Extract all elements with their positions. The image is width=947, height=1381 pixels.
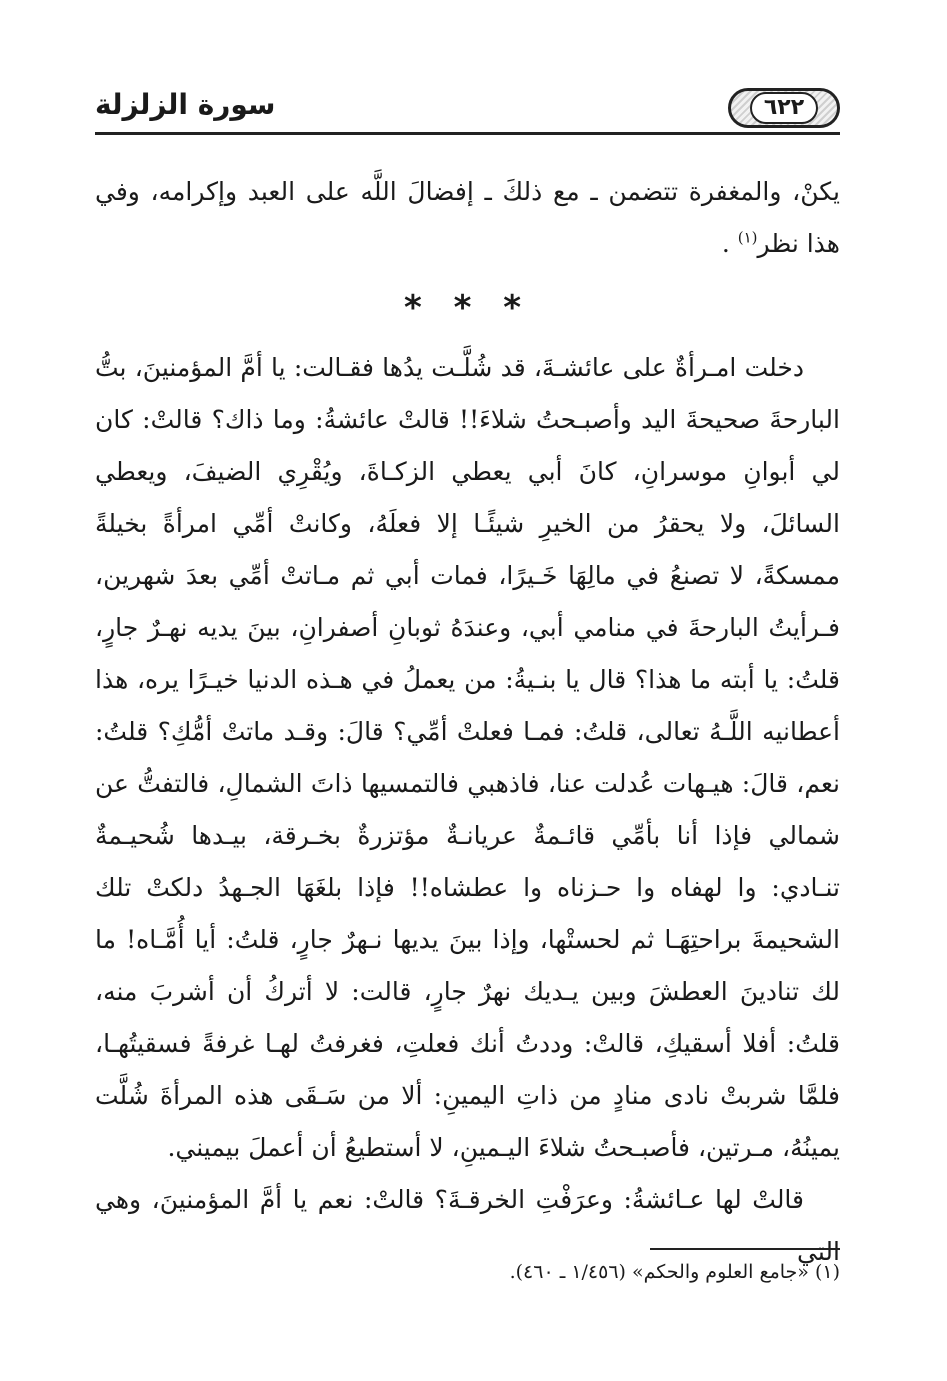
continuation-paragraph: قالتْ لها عـائشةُ: وعرَفْتِ الخرقـةَ؟ قالتْ: نعم يا أمَّ المؤمنينَ، وهي التي [95,1185,840,1266]
section-separator: * * * [403,288,531,328]
footnote: (١) «جامع العلوم والحكم» (١/٤٥٦ ـ ٤٦٠). [509,1261,840,1283]
surah-title: سورة الزلزلة [95,88,276,121]
intro-end: . [721,229,738,258]
story-paragraph: دخلت امـرأةٌ على عائشـةَ، قد شُلَّـت يدُها فقـالت: يا أمَّ المؤمنينَ، بتُّ البارحةَ صحيحةَ اليد وأصبـحتُ شلاءَ!! قالتْ عائشةُ: وما ذاك؟ قالتْ: كان لي أبوانِ موسرانِ، كانَ أبي يعطي الزكـاةَ، ويُقْرِي الضيفَ، ويعطي السائلَ، ولا يحقرُ من الخيرِ شيئًـا إلا فعلَهُ، وكانتْ أمِّي امرأةً بخيلةً ممسكةً، لا تصنعُ في مالِهَا خَـيرًا، فمات أبي ثم مـاتتْ أمِّي بعدَ شهرين، فـرأيتُ البارحةَ في منامي أبي، وعندَهُ ثوبانِ أصفرانِ، بينَ يديه نهـرٌ جارٍ، قلتُ: يا أبته ما هذا؟ قال يا بنـيةُ: من يعملُ في هـذه الدنيا خيـرًا يره، هذا أعطانيه اللَّـهُ تعالى، قلتُ: فمـا فعلتْ أمِّي؟ قالَ: وقـد ماتتْ أمُّكِ؟ قلتُ: نعم، قالَ: هيـهات عُدلت عنا، فاذهبي فالتمسيها ذاتَ الشمالِ، فالتفتُّ عن شمالي فإذا أنا بأمِّي قائـمةٌ عريانـةٌ مؤتزرةٌ بخـرقة، بيـدها شُحيـمةٌ تنـادي: وا لهفاه وا حـزناه وا عطشاه!! فإذا بلغَهَا الجـهدُ دلكتْ تلك الشحيمةَ براحتِهَـا ثم لحستْها، وإذا بينَ يديها نـهرٌ جارٍ، قلتُ: أيا أُمَّـاه! ما لك تنادينَ العطشَ وبين يـديك نهرٌ جارٍ، قالت: لا أتركُ أن أشربَ منه، قلتُ: أفلا أسقيكِ، قالتْ: وددتُ أنك فعلتِ، فغرفتُ لهـا غرفةً فسقيتُهـا، فلمَّا شربتْ نادى منادٍ من ذاتِ اليمينِ: ألا من سَـقَى هذه المرأةَ شُلَّت يمينُهُ، مـرتين، فأصبـحتُ شلاءَ اليـمينِ، لا أستطيعُ أن أعملَ بيميني. [95,353,840,1162]
intro-text: يكنْ، والمغفرة تتضمن ـ مع ذلكَ ـ إفضالَ اللَّه على العبد وإكرامه، وفي هذا نظر [95,177,840,258]
page-number: ٦٢٢ [750,92,818,124]
header-divider [95,132,840,135]
page-number-badge [728,88,840,128]
footnote-divider [650,1248,840,1250]
footnote-reference: (١) [737,228,758,247]
page-header [95,88,840,136]
intro-paragraph [95,166,840,270]
